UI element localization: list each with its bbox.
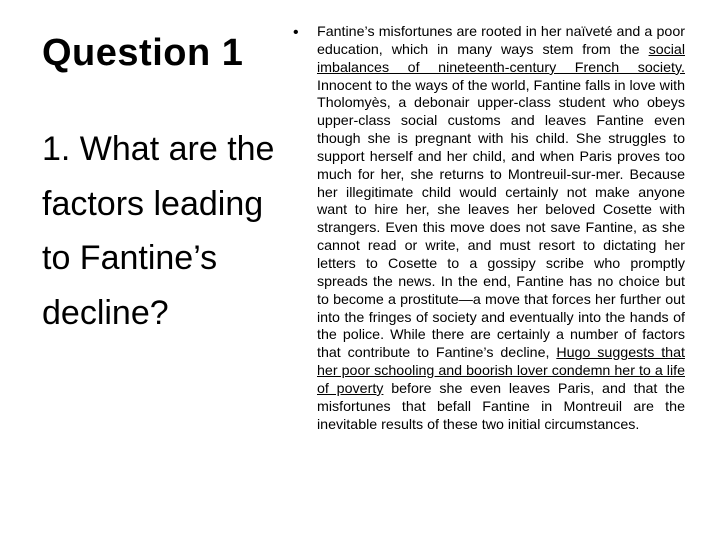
answer-text-1: Fantine’s misfortunes are rooted in her naïveté and a poor education, which in many ways stem from the xyxy=(317,24,685,58)
left-column xyxy=(42,30,282,340)
bullet-item xyxy=(293,24,685,434)
bullet-marker: • xyxy=(293,24,299,41)
question-text: 1. What are the factors leading to Fantine’s decline? xyxy=(42,130,275,332)
answer-text-3: before she even leaves Paris, and that the misfortunes that befall Fantine in Montreuil are the inevitable results of these two initial circumstances. xyxy=(317,380,685,433)
underlined-phrase-1: social imbalances of nineteenth-century French society. xyxy=(317,41,685,76)
slide-title: Question 1 xyxy=(42,32,244,74)
answer-text-2: Innocent to the ways of the world, Fantine falls in love with Tholomyès, a debonair upper-class student who obeys upper-class social customs and leaves Fantine even though she is pregnant with his child. She struggles to support herself and her child, and when Paris proves too much for her, she returns to Montreuil-sur-mer. Because her illegitimate child would certainly not make anyone want to hire her, she leaves her beloved Cosette with strangers. Even this move does not save Fantine, as she cannot read or write, and must resort to dictating her letters to Cosette to a gossipy scribe who promptly spreads the news. In the end, Fantine has no choice but to become a prostitute—a move that forces her further out into the fringes of society and eventually into the hands of the police. While there are certainly a number of factors that contribute to Fantine’s decline, xyxy=(317,77,685,362)
underlined-phrase-2: Hugo suggests that her poor schooling and boorish lover condemn her to a life of poverty xyxy=(317,345,685,397)
answer-paragraph xyxy=(317,24,685,434)
